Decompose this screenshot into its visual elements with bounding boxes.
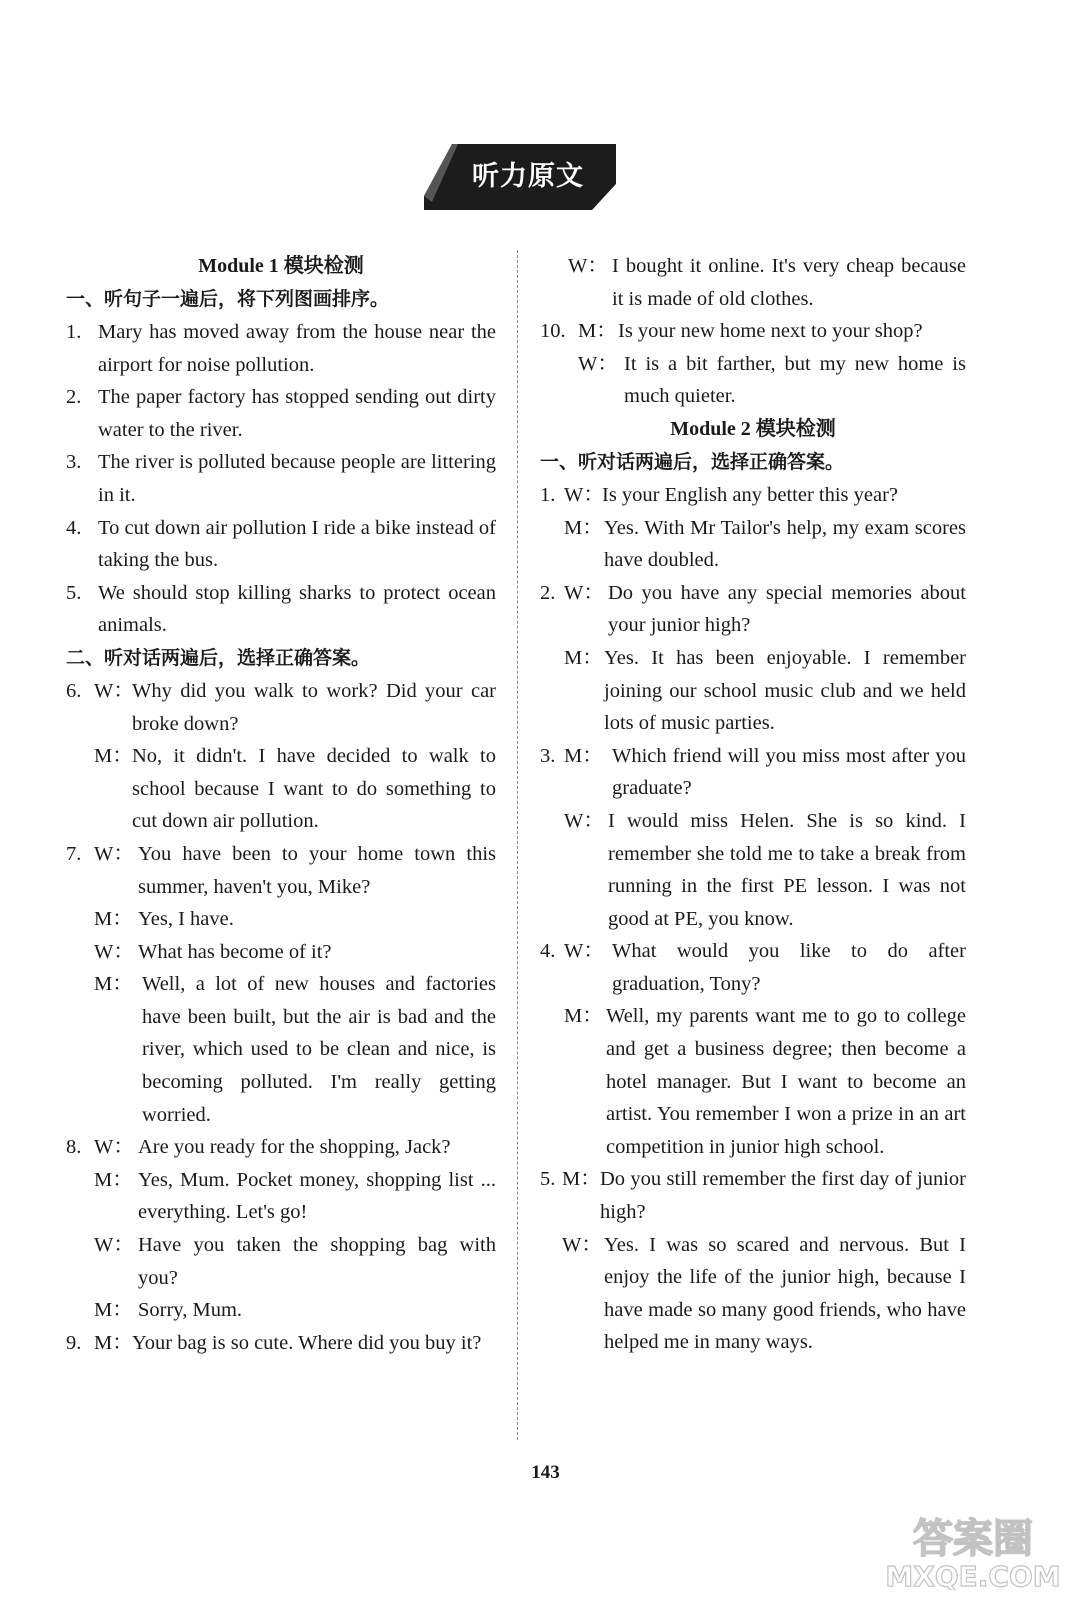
list-item: 1. Mary has moved away from the house near the airport for noise pollution. (66, 321, 496, 376)
right-column (540, 250, 966, 1359)
section-2-title: 二、听对话两遍后，选择正确答案。 (66, 646, 371, 669)
section-banner (424, 144, 616, 210)
dialogue-line: M： Well, my parents want me to go to college and get a business degree; then become a hotel manager. But I want to become an artist. You remember I won a prize in an art competition in junior high school. (564, 1005, 966, 1158)
dialogue-line: 3. M： Which friend will you miss most after you graduate? (540, 744, 966, 800)
dialogue-line: 10. M： Is your new home next to your shop? (540, 320, 923, 343)
left-column (66, 250, 496, 1359)
section-1-title: 一、听对话两遍后，选择正确答案。 (540, 450, 845, 473)
dialogue-line: M： Well, a lot of new houses and factories have been built, but the air is bad and the river, which used to be clean and nice, is becoming polluted. I'm really getting worried. (94, 973, 496, 1126)
dialogue-line: M： Yes. With Mr Tailor's help, my exam scores have doubled. (564, 516, 966, 572)
dialogue-line: 7. W： You have been to your home town this summer, haven't you, Mike? (66, 842, 496, 898)
list-item: 4. To cut down air pollution I ride a bike instead of taking the bus. (66, 516, 496, 572)
dialogue-line: M： Yes. It has been enjoyable. I remember joining our school music club and we held lots of music parties. (564, 646, 966, 735)
svg-text:MXQE.COM: MXQE.COM (885, 1560, 1061, 1590)
column-divider (517, 250, 518, 1440)
module-2-title: Module 2 模块检测 (670, 417, 836, 440)
page-number: 143 (531, 1462, 560, 1483)
dialogue-line: 1. W： Is your English any better this year? (540, 483, 899, 506)
dialogue-line: M： Yes, I have. (94, 908, 234, 931)
dialogue-line: 4. W： What would you like to do after graduation, Tony? (540, 940, 966, 995)
watermark-logo (873, 1510, 1073, 1590)
list-item: 2. The paper factory has stopped sending out dirty water to the river. (66, 386, 496, 441)
list-item: 5. We should stop killing sharks to protect ocean animals. (66, 581, 496, 637)
dialogue-line: W： It is a bit farther, but my new home is much quieter. (578, 352, 966, 408)
svg-text:答案圈: 答案圈 (913, 1516, 1033, 1562)
dialogue-line: W： I bought it online. It's very cheap because it is made of old clothes. (568, 255, 966, 310)
dialogue-line: W： Have you taken the shopping bag with you? (94, 1234, 496, 1289)
dialogue-line: 2. W： Do you have any special memories about your junior high? (540, 581, 966, 637)
module-1-title: Module 1 模块检测 (198, 255, 364, 277)
dialogue-line: M： No, it didn't. I have decided to walk to school because I want to do something to cut down air pollution. (94, 745, 496, 833)
dialogue-line: W： What has become of it? (94, 940, 332, 963)
dialogue-line: M： Yes, Mum. Pocket money, shopping list ... everything. Let's go! (94, 1168, 496, 1224)
dialogue-line: 8. W： Are you ready for the shopping, Jack? (66, 1136, 451, 1159)
list-item: 3. The river is polluted because people are littering in it. (66, 451, 496, 506)
dialogue-line: W： Yes. I was so scared and nervous. But I enjoy the life of the junior high, because I have made so many good friends, who have helped me in many ways. (562, 1233, 966, 1354)
section-1-title: 一、听句子一遍后，将下列图画排序。 (66, 288, 390, 310)
dialogue-line: 6. W： Why did you walk to work? Did your car broke down? (66, 679, 496, 735)
dialogue-line: W： I would miss Helen. She is so kind. I remember she told me to take a break from running in the first PE lesson. I was not good at PE, you know. (564, 809, 966, 930)
banner-title: 听力原文 (472, 161, 584, 192)
dialogue-line: 5. M： Do you still remember the first day of junior high? (540, 1168, 966, 1224)
dialogue-line: 9. M： Your bag is so cute. Where did you buy it? (66, 1331, 482, 1354)
dialogue-line: M： Sorry, Mum. (94, 1299, 243, 1322)
